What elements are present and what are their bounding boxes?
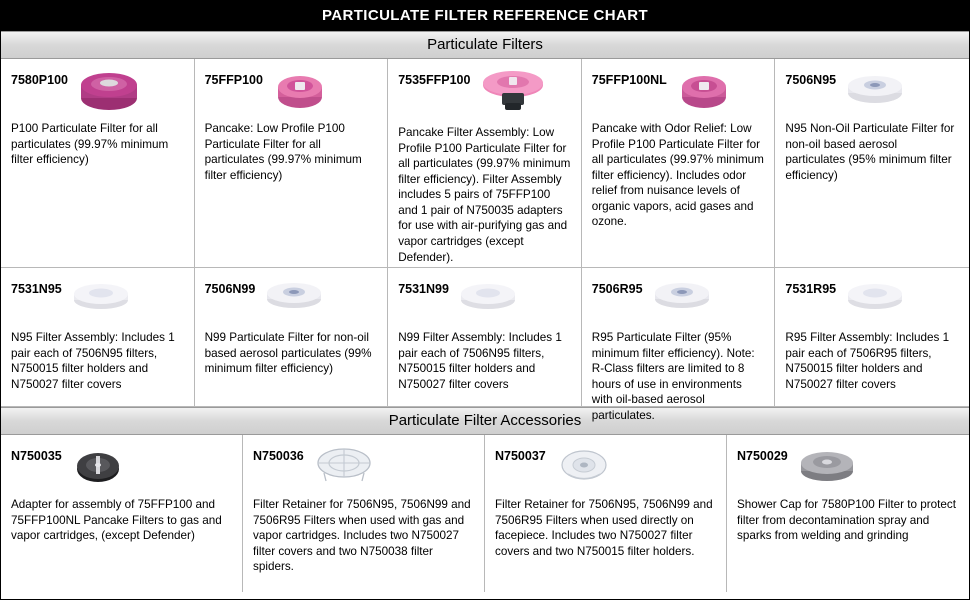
- filter-pancake-assembly-pink-icon: [478, 67, 548, 117]
- product-cell-75FFP100: [195, 59, 389, 267]
- shower-cap-icon: [796, 443, 858, 489]
- product-description: Adapter for assembly of 75FFP100 and 75FFP100NL Pancake Filters to gas and vapor cartridges, (except Defender): [11, 498, 222, 543]
- product-header: [785, 276, 959, 322]
- product-cell-7506N99: [195, 268, 389, 406]
- filter-assembly-white-icon: [457, 276, 519, 316]
- product-header: [253, 443, 474, 491]
- filter-pancake-pink-icon: [271, 67, 329, 113]
- product-description: Pancake Filter Assembly: Low Profile P100 Particulate Filter for all particulates (99.97% minimum filter efficiency). Filter Assembly includes 5 pairs of 75FFP100 and 1 pair of N750035 adapters for use with air-purifying gas and vapor cartridges (except Defender).: [398, 126, 571, 264]
- product-header: [11, 67, 184, 113]
- product-code: 7580P100: [11, 73, 69, 87]
- product-description: N99 Particulate Filter for non-oil based aerosol particulates (99% minimum filter efficiency): [204, 331, 372, 376]
- product-header: [495, 443, 716, 491]
- product-cell-7580P100: [1, 59, 195, 267]
- product-header: [592, 67, 765, 113]
- product-description: Shower Cap for 7580P100 Filter to protect filter from decontamination spray and sparks from welding and grinding: [737, 498, 956, 543]
- product-header: [11, 276, 184, 322]
- product-code: 7531R95: [785, 282, 837, 296]
- filter-assembly-white-icon: [70, 276, 132, 316]
- product-description: N99 Filter Assembly: Includes 1 pair each of 7506N95 filters, N750015 filter holders and N750027 filter covers: [398, 331, 562, 391]
- product-description: N95 Non-Oil Particulate Filter for non-oil based aerosol particulates (95% minimum filter efficiency): [785, 122, 955, 182]
- product-code: 7506N95: [785, 73, 837, 87]
- product-description: P100 Particulate Filter for all particulates (99.97% minimum filter efficiency): [11, 122, 169, 167]
- product-cell-7531N95: [1, 268, 195, 406]
- product-code: 7506R95: [591, 282, 643, 296]
- section-heading-particulate-filter-accessories: Particulate Filter Accessories: [1, 407, 969, 435]
- product-header: [398, 67, 571, 117]
- product-cell-7535FFP100: [388, 59, 582, 267]
- product-cell-7531R95: [775, 268, 969, 406]
- product-cell-N750037: [485, 435, 727, 592]
- product-description: N95 Filter Assembly: Includes 1 pair each of 7506N95 filters, N750015 filter holders and N750027 filter covers: [11, 331, 175, 391]
- product-code: 7506N99: [204, 282, 256, 296]
- product-header: [11, 443, 232, 491]
- section-heading-particulate-filters: Particulate Filters: [1, 31, 969, 59]
- adapter-dark-disc-icon: [70, 443, 126, 489]
- filter-disc-white-icon: [844, 67, 906, 111]
- product-description: R95 Filter Assembly: Includes 1 pair each of 7506R95 filters, N750015 filter holders and N750027 filter covers: [785, 331, 950, 391]
- product-code: 75FFP100NL: [591, 73, 667, 87]
- product-description: Pancake with Odor Relief: Low Profile P100 Particulate Filter for all particulates (99.97% minimum filter efficiency). Includes odor relief from nuisance levels of organic vapors, acid gases and ozone.: [591, 122, 764, 229]
- product-header: [205, 67, 378, 113]
- product-header: [785, 67, 959, 113]
- product-description: R95 Particulate Filter (95% minimum filter efficiency). Note: R-Class filters are limited to 8 hours of use in environments with oil-based aerosol particulates.: [591, 331, 755, 422]
- product-description: Filter Retainer for 7506N95, 7506N99 and 7506R95 Filters when used directly on facepiece. Includes two N750027 filter covers and two N750015 filter holders.: [495, 498, 713, 558]
- product-code: 7531N95: [11, 282, 62, 296]
- product-cell-7531N99: [388, 268, 582, 406]
- filter-disc-magenta-icon: [76, 67, 142, 113]
- filter-assembly-white-icon: [844, 276, 906, 316]
- product-header: [205, 276, 378, 322]
- product-header: [737, 443, 959, 491]
- product-cell-7506R95: [582, 268, 776, 422]
- product-description: Filter Retainer for 7506N95, 7506N99 and 7506R95 Filters when used with gas and vapor cartridges. Includes two N750027 filter covers and two N750038 filter spiders.: [253, 498, 471, 574]
- product-code: 75FFP100: [204, 73, 263, 87]
- filter-retainer-facepiece-icon: [554, 443, 614, 489]
- accessories-row-1: [1, 435, 969, 592]
- product-cell-7506N95: [775, 59, 969, 267]
- product-code: 7535FFP100: [398, 73, 471, 87]
- product-description: Pancake: Low Profile P100 Particulate Filter for all particulates (99.97% minimum filter efficiency): [204, 122, 362, 182]
- product-code: N750035: [11, 449, 62, 463]
- filter-disc-white-icon: [263, 276, 325, 316]
- product-cell-75FFP100NL: [582, 59, 776, 267]
- product-cell-N750029: [727, 435, 969, 592]
- page-title: PARTICULATE FILTER REFERENCE CHART: [1, 1, 969, 31]
- product-cell-N750036: [243, 435, 485, 592]
- product-cell-N750035: [1, 435, 243, 592]
- product-code: N750029: [737, 449, 788, 463]
- product-code: N750036: [253, 449, 304, 463]
- product-code: N750037: [495, 449, 546, 463]
- filter-pancake-odor-relief-icon: [675, 67, 733, 113]
- product-header: [398, 276, 571, 322]
- filters-row-1: [1, 59, 969, 268]
- product-code: 7531N99: [398, 282, 449, 296]
- filter-retainer-icon: [312, 443, 376, 489]
- product-header: [592, 276, 765, 322]
- filter-disc-white-icon: [651, 276, 713, 316]
